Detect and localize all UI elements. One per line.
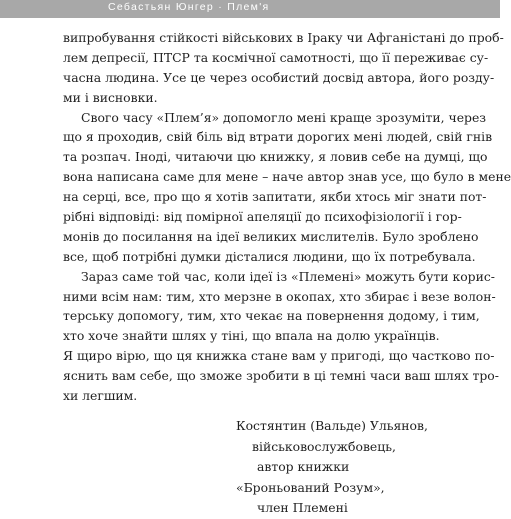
- signature-author-of: автор книжки: [257, 459, 350, 474]
- text-line: терську допомогу, тим, хто чекає на повернення додому, і тим,: [63, 308, 480, 324]
- signature-book: «Броньований Розум»,: [236, 479, 385, 495]
- text-line: вона написана саме для мене – наче автор знав усе, що було в мене: [63, 169, 511, 185]
- text-line: все, щоб потрібні думки дісталися людини, що їх потребувала.: [63, 248, 476, 264]
- text-line: монів до посилання на ідеї великих мислителів. Було зроблено: [63, 228, 479, 244]
- text-line: Свого часу «Плем’я» допомогло мені краще зрозуміти, через: [81, 109, 487, 125]
- text-line: рібні відповіді: від помірної апеляції до психофізіології і гор-: [63, 209, 462, 225]
- body-text: [63, 28, 511, 406]
- signature-block: [236, 416, 428, 519]
- text-line: лем депресії, ПТСР та космічної самотності, що її переживає су-: [63, 49, 489, 65]
- text-line: Я щиро вірю, що ця книжка стане вам у пригоді, що частково по-: [63, 348, 495, 364]
- text-line: на серці, все, про що я хотів запитати, якби хтось міг знати пот-: [63, 189, 487, 205]
- text-line: випробування стійкості військових в Іраку чи Афганістані до проб-: [63, 30, 504, 45]
- text-line: та розпач. Іноді, читаючи цю книжку, я ловив себе на думці, що: [63, 149, 488, 165]
- text-line: Зараз саме той час, коли ідеї із «Племені» можуть бути корис-: [81, 268, 495, 284]
- text-line: що я проходив, свій біль від втрати дорогих мені людей, свій гнів: [63, 129, 493, 145]
- running-header: Себастьян Юнгер · Плем'я: [108, 1, 270, 13]
- text-line: хто хоче знайти шлях у тіні, що впала на долю українців.: [63, 328, 440, 344]
- signature-member: член Племені: [257, 500, 348, 515]
- text-line: хи легшим.: [63, 388, 138, 404]
- running-header-bar: [0, 0, 500, 18]
- text-line: ми і висновки.: [63, 89, 158, 105]
- signature-name: Костянтин (Вальде) Ульянов,: [236, 418, 428, 433]
- text-line: ними всім нам: тим, хто мерзне в окопах, хто збирає і везе волон-: [63, 288, 496, 304]
- signature-role: військовослужбовець,: [252, 438, 396, 454]
- text-line: яснить вам себе, що зможе зробити в ці темні часи ваш шлях тро-: [63, 368, 499, 384]
- text-line: часна людина. Усе це через особистий досвід автора, його розду-: [63, 69, 495, 85]
